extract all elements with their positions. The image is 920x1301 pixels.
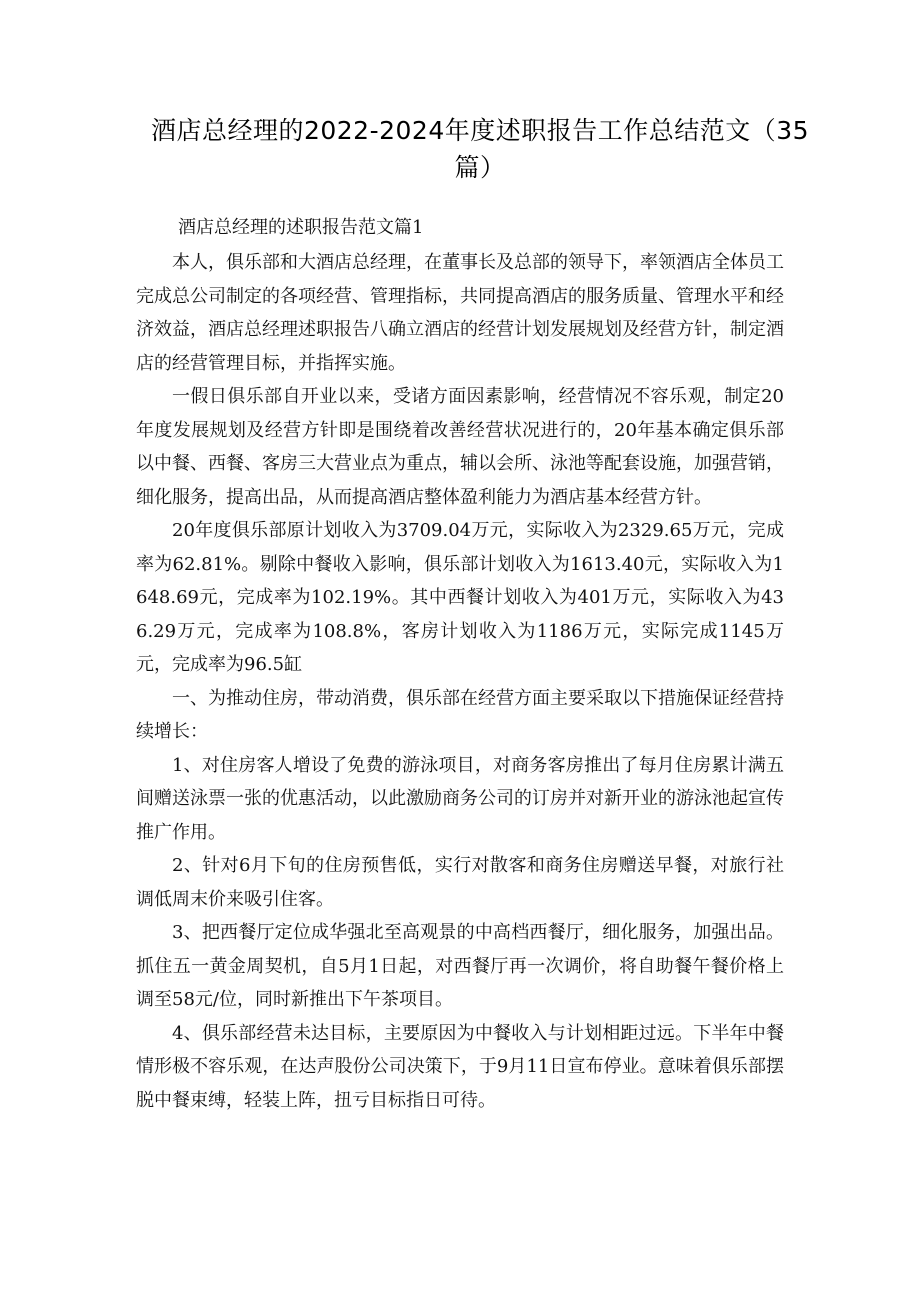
paragraph-measure-3: 3、把西餐厅定位成华强北至高观景的中高档西餐厅，细化服务，加强出品。抓住五一黄金周契机，自5月1日起，对西餐厅再一次调价，将自助餐午餐价格上调至58元/位，同时新推出下午茶项目。 [136,922,784,1010]
document-body [136,246,784,1117]
paragraph-measure-2: 2、针对6月下旬的住房预售低，实行对散客和商务住房赠送早餐，对旅行社调低周末价来吸引住客。 [136,855,784,910]
section-heading: 酒店总经理的述职报告范文篇1 [178,217,424,238]
paragraph-measure-4: 4、俱乐部经营未达目标，主要原因为中餐收入与计划相距过远。下半年中餐情形极不容乐观，在达声股份公司决策下，于9月11日宣布停业。意味着俱乐部摆脱中餐束缚，轻装上阵，扭亏目标指日可待。 [136,1022,784,1111]
paragraph-revenue: 20年度俱乐部原计划收入为3709.04万元，实际收入为2329.65万元，完成率为62.81%。剔除中餐收入影响，俱乐部计划收入为1613.40元，实际收入为1648.69元，完成率为102.19%。其中西餐计划收入为401万元，实际收入为436.29万元，完成率为108.8%，客房计划收入为1186万元，实际完成1145万元，完成率为96.5缸 [136,520,784,675]
document-title: 酒店总经理的2022-2024年度述职报告工作总结范文（35篇） [150,116,810,182]
paragraph-measures-heading: 一、为推动住房，带动消费，俱乐部在经营方面主要采取以下措施保证经营持续增长： [136,687,784,742]
paragraph-measure-1: 1、对住房客人增设了免费的游泳项目，对商务客房推出了每月住房累计满五间赠送泳票一张的优惠活动，以此激励商务公司的订房并对新开业的游泳池起宣传推广作用。 [136,754,784,843]
paragraph-strategy: 一假日俱乐部自开业以来，受诸方面因素影响，经营情况不容乐观，制定20年度发展规划及经营方针即是围绕着改善经营状况进行的，20年基本确定俱乐部以中餐、西餐、客房三大营业点为重点，辅以会所、泳池等配套设施，加强营销，细化服务，提高出品，从而提高酒店整体盈利能力为酒店基本经营方针。 [136,386,784,508]
paragraph-intro: 本人，俱乐部和大酒店总经理，在董事长及总部的领导下，率领酒店全体员工完成总公司制定的各项经营、管理指标，共同提高酒店的服务质量、管理水平和经济效益，酒店总经理述职报告八确立酒店的经营计划发展规划及经营方针，制定酒店的经营管理目标，并指挥实施。 [136,252,784,374]
